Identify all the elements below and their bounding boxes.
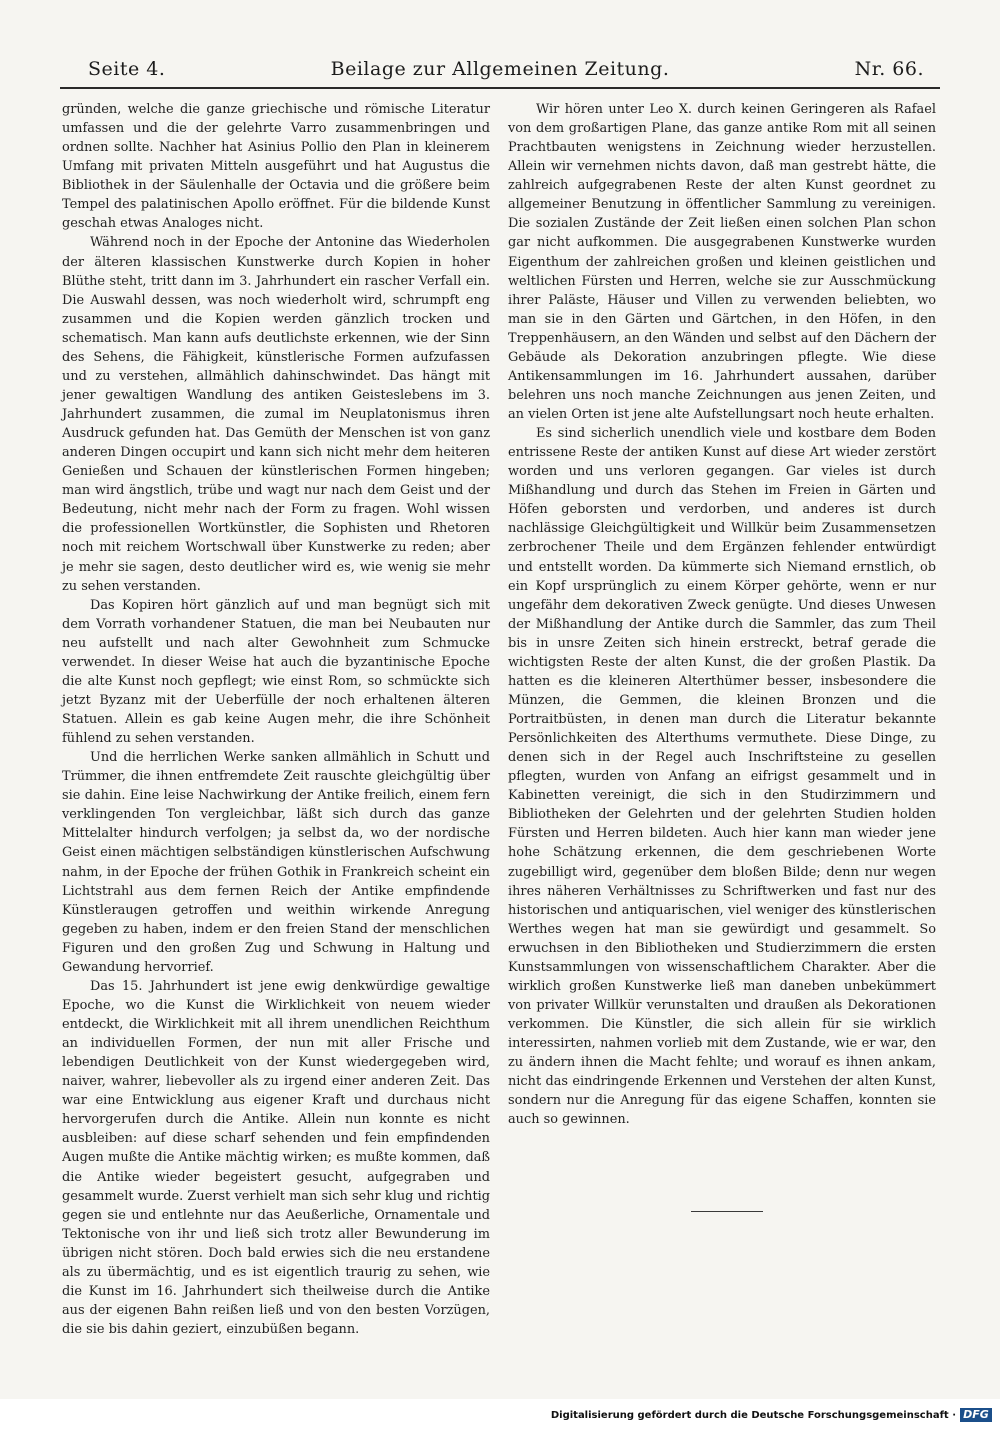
right-column <box>508 100 936 1129</box>
publication-title: Beilage zur Allgemeinen Zeitung. <box>330 58 670 80</box>
digitization-footer <box>0 1399 1000 1430</box>
paragraph: Und die herrlichen Werke sanken allmählich in Schutt und Trümmer, die ihnen entfremdete Zeit rauschte gleichgültig über sie dahin. Eine leise Nachwirkung der Antike freilich, einem fern verklingenden Ton vergleichbar, läßt sich durch das ganze Mittelalter hindurch verfolgen; ja selbst da, wo der nordische Geist einen mächtigen selbständigen künstlerischen Aufschwung nahm, in der Epoche der frühen Gothik in Frankreich scheint ein Lichtstrahl aus dem fernen Reich der Antike empfindende Künstleraugen getroffen und weithin wirkende Anregung gegeben zu haben, indem er den freien Stand der menschlichen Figuren und den großen Zug und Schwung in Haltung und Gewandung hervorrief. <box>62 750 490 975</box>
paragraph: gründen, welche die ganze griechische und römische Literatur umfassen und die der gelehrte Varro zusammenbringen und ordnen sollte. Nachher hat Asinius Pollio den Plan in kleinerem Umfang mit privaten Mitteln ausgeführt und hat Augustus die Bibliothek in der Säulenhalle der Octavia und die größere beim Tempel des palatinischen Apollo eröffnet. Für die bildende Kunst geschah etwas Analoges nicht. <box>62 102 490 232</box>
dfg-logo: DFG <box>960 1408 992 1422</box>
issue-number: Nr. 66. <box>854 58 924 80</box>
header-rule <box>60 87 940 89</box>
paragraph: Das Kopiren hört gänzlich auf und man begnügt sich mit dem Vorrath vorhandener Statuen, die man bei Neubauten nur neu aufstellt und nach alter Gewohnheit zum Schmucke verwendet. In dieser Weise hat auch die byzantinische Epoche die alte Kunst noch gepflegt; wie einst Rom, so schmückte sich jetzt Byzanz mit der Ueberfülle der noch erhaltenen älteren Statuen. Allein es gab keine Augen mehr, die ihre Schönheit fühlend zu sehen verstanden. <box>62 597 490 747</box>
left-column <box>62 100 490 1339</box>
page-number: Seite 4. <box>88 58 166 80</box>
paragraph: Während noch in der Epoche der Antonine das Wiederholen der älteren klassischen Kunstwerke durch Kopien in hoher Blüthe steht, tritt dann im 3. Jahrhundert ein rascher Verfall ein. Die Auswahl dessen, was noch wiederholt wird, schrumpft eng zusammen und die Kopien werden gänzlich trocken und schematisch. Man kann aufs deutlichste erkennen, wie der Sinn des Sehens, die Fähigkeit, künstlerische Formen aufzufassen und zu verstehen, allmählich dahinschwindet. Das hängt mit jener gewaltigen Wandlung des antiken Geisteslebens im 3. Jahrhundert zusammen, die zumal im Neuplatonismus ihren Ausdruck gefunden hat. Das Gemüth der Menschen ist von ganz anderen Dingen occupirt und kann sich nicht mehr dem heiteren Genießen und Schauen der künstlerischen Formen hingeben; man wird ängstlich, trübe und wagt nur nach dem Geist und der Bedeutung, nicht mehr nach der Form zu fragen. Wohl wissen die professionellen Wortkünstler, die Sophisten und Rhetoren noch mit reichem Wortschwall über Kunstwerke zu reden; aber je mehr sie sagen, desto deutlicher wird es, wie wenig sie mehr zu sehen verstanden. <box>62 235 490 594</box>
article-end-rule <box>691 1211 763 1212</box>
paragraph: Es sind sicherlich unendlich viele und kostbare dem Boden entrissene Reste der antiken Kunst auf diese Art wieder zerstört worden und uns verloren gegangen. Gar vieles ist durch Mißhandlung und durch das Stehen im Freien in Gärten und Höfen geborsten und verdorben, und anderes ist durch nachlässige Gleichgültigkeit und Willkür beim Zusammensetzen zerbrochener Theile und dem Ergänzen fehlender entwürdigt und entstellt worden. Da kümmerte sich Niemand ernstlich, ob ein Kopf ursprünglich zu einem Körper gehörte, wenn er nur ungefähr dem dekorativen Zweck genügte. Und dieses Unwesen der Mißhandlung der Antike durch die Sammler, das zum Theil bis in unsre Zeiten sich hinein erstreckt, betraf gerade die wichtigsten Reste der alten Kunst, die der großen Plastik. Da hatten es die kleineren Alterthümer besser, insbesondere die Münzen, die Gemmen, die kleinen Bronzen und die Portraitbüsten, in denen man durch die Literatur bekannte Persönlichkeiten des Alterthums vermuthete. Diese Dinge, zu denen sich in der Regel auch Inschriftsteine zu gesellen pflegten, wurden von Anfang an eifrigst gesammelt und in Kabinetten vereinigt, die sich in den Studirzimmern und Bibliotheken der Gelehrten und der gelehrten Studien holden Fürsten und Herren bildeten. Auch hier kann man wieder jene hohe Schätzung erkennen, die dem geschriebenen Worte zugebilligt wird, gegenüber dem bloßen Bilde; denn nur wegen ihres näheren Verhältnisses zu Schriftwerken und fast nur des historischen und antiquarischen, viel weniger des künstlerischen Werthes wegen hat man sie gewürdigt und gesammelt. So erwuchsen in den Bibliotheken und Studierzimmern die ersten Kunstsammlungen von wissenschaftlichem Charakter. Aber die wirklich großen Kunstwerke ließ man daneben unbekümmert von privater Willkür verunstalten und draußen als Dekorationen verkommen. Die Künstler, die sich allein für sie wirklich interessirten, nahmen vorlieb mit dem Zustande, wie er war, den zu ändern ihnen die Macht fehlte; und worauf es ihnen ankam, nicht das eindringende Erkennen und Verstehen der alten Kunst, sondern nur die Anregung für das eigene Schaffen, konnten sie auch so gewinnen. <box>508 426 936 1128</box>
paragraph: Wir hören unter Leo X. durch keinen Geringeren als Rafael von dem großartigen Plane, das ganze antike Rom mit all seinen Prachtbauten wenigstens in Zeichnung wieder herzustellen. Allein wir vernehmen nichts davon, daß man gestrebt hätte, die zahlreich aufgegrabenen Reste der alten Kunst geordnet zu allgemeiner Benutzung in öffentlicher Sammlung zu vereinigen. Die sozialen Zustände der Zeit ließen einen solchen Plan schon gar nicht aufkommen. Die ausgegrabenen Kunstwerke wurden Eigenthum der zahlreichen großen und kleinen geistlichen und weltlichen Fürsten und Herren, welche sie zur Ausschmückung ihrer Paläste, Häuser und Villen zu verwenden beliebten, wo man sie in den Gärten und Gärtchen, in den Höfen, in den Treppenhäusern, an den Wänden und selbst auf den Dächern der Gebäude als Dekoration anzubringen pflegte. Wie diese Antikensammlungen im 16. Jahrhundert aussahen, darüber belehren uns noch manche Zeichnungen aus jenen Zeiten, und an vielen Orten ist jene alte Aufstellungsart noch heute erhalten. <box>508 102 936 422</box>
funding-note: Digitalisierung gefördert durch die Deutsche Forschungsgemeinschaft · <box>550 1410 956 1421</box>
paragraph: Das 15. Jahrhundert ist jene ewig denkwürdige gewaltige Epoche, wo die Kunst die Wirklichkeit von neuem wieder entdeckt, die Wirklichkeit mit all ihrem unendlichen Reichthum an individuellen Formen, der nun mit aller Frische und lebendigen Deutlichkeit von der Kunst wiedergegeben wird, naiver, wahrer, liebevoller als zu irgend einer anderen Zeit. Das war eine Entwicklung aus eigener Kraft und durchaus nicht hervorgerufen durch die Antike. Allein nun konnte es nicht ausbleiben: auf diese scharf sehenden und fein empfindenden Augen mußte die Antike mächtig wirken; es mußte kommen, daß die Antike wieder begeistert gesucht, aufgegraben und gesammelt wurde. Zuerst verhielt man sich sehr klug und richtig gegen sie und entlehnte nur das Aeußerliche, Ornamentale und Tektonische von ihr und ließ sich trotz aller Bewunderung im übrigen nicht stören. Doch bald erwies sich die neu erstandene als zu übermächtig, und es ist eigentlich traurig zu sehen, wie die Kunst im 16. Jahrhundert sich theilweise durch die Antike aus der eigenen Bahn reißen ließ und von den besten Vorzügen, die sie bis dahin geziert, einzubüßen begann. <box>62 978 490 1337</box>
page-header <box>60 56 940 84</box>
